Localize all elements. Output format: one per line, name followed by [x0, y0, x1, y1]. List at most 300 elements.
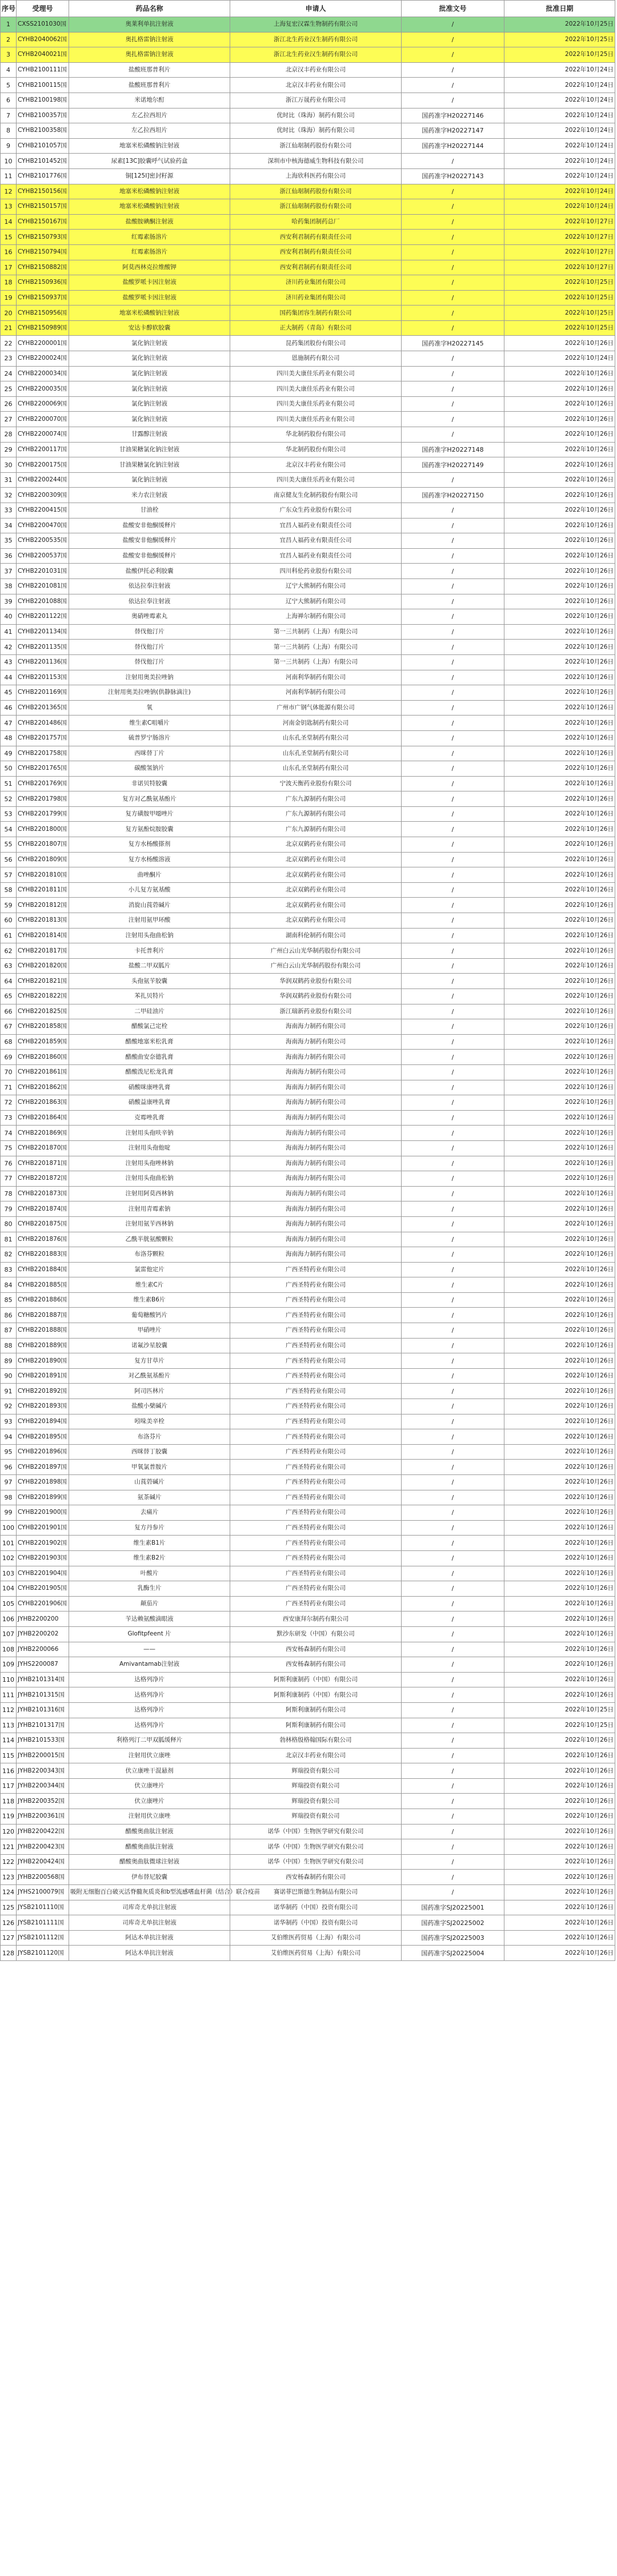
cell-drug: 甲氧氯普胺片 — [69, 1460, 230, 1475]
cell-drug: 非诺贝特胶囊 — [69, 776, 230, 791]
cell-doc: 国药准字SJ20225001 — [402, 1900, 504, 1915]
cell-code: CYHB2201817国 — [17, 943, 69, 959]
cell-drug: 醋酸氯己定栓 — [69, 1019, 230, 1035]
cell-code: CYHB2201890国 — [17, 1353, 69, 1369]
cell-no: 110 — [1, 1672, 17, 1687]
cell-date: 2022年10月26日 — [504, 1201, 615, 1217]
cell-applicant: 辉瑞投资有限公司 — [230, 1763, 402, 1779]
cell-no: 83 — [1, 1262, 17, 1277]
cell-applicant: 浙江仙琚制药股份有限公司 — [230, 184, 402, 199]
table-row — [1, 78, 615, 93]
cell-code: JYSB2101120国 — [17, 1946, 69, 1961]
cell-no: 47 — [1, 716, 17, 731]
cell-code: CYHB2201901国 — [17, 1520, 69, 1536]
cell-applicant: 诺华（中国）生物医学研究有限公司 — [230, 1854, 402, 1870]
cell-doc: / — [402, 1353, 504, 1369]
cell-drug: 消旋山莨菪碱片 — [69, 898, 230, 913]
cell-doc: / — [402, 1702, 504, 1718]
cell-drug: 注射用伏立康唑 — [69, 1809, 230, 1825]
cell-applicant: 海南海力制药有限公司 — [230, 1080, 402, 1095]
cell-date: 2022年10月26日 — [504, 1308, 615, 1323]
table-row — [1, 168, 615, 184]
cell-applicant: 宜昌人福药业有限责任公司 — [230, 518, 402, 533]
cell-drug: 红霉素肠溶片 — [69, 230, 230, 245]
cell-code: CYHB2201810国 — [17, 867, 69, 883]
table-row — [1, 336, 615, 351]
cell-applicant: 广西圣特药业有限公司 — [230, 1566, 402, 1581]
cell-date: 2022年10月26日 — [504, 1839, 615, 1855]
cell-date: 2022年10月26日 — [504, 1946, 615, 1961]
table-row — [1, 366, 615, 381]
cell-drug: 醋酸地塞米松乳膏 — [69, 1034, 230, 1050]
cell-drug: 氯雷他定片 — [69, 1262, 230, 1277]
cell-drug: 奥扎格雷钠注射液 — [69, 47, 230, 63]
cell-drug: 甘露醇注射液 — [69, 427, 230, 443]
cell-drug: 盐酸伊托必利胶囊 — [69, 564, 230, 579]
cell-date: 2022年10月26日 — [504, 548, 615, 564]
cell-drug: 小儿复方氨基酸 — [69, 882, 230, 898]
cell-date: 2022年10月26日 — [504, 1611, 615, 1627]
table-row — [1, 1019, 615, 1035]
cell-date: 2022年10月26日 — [504, 381, 615, 397]
cell-code: CYHB2201365国 — [17, 700, 69, 716]
cell-date: 2022年10月26日 — [504, 1019, 615, 1035]
cell-applicant: 广西圣特药业有限公司 — [230, 1368, 402, 1384]
cell-applicant: 西安利君制药有限责任公司 — [230, 260, 402, 275]
cell-date: 2022年10月26日 — [504, 1171, 615, 1187]
cell-code: CYHB2201122国 — [17, 609, 69, 625]
cell-doc: / — [402, 1368, 504, 1384]
cell-no: 54 — [1, 822, 17, 837]
cell-no: 97 — [1, 1475, 17, 1490]
table-row — [1, 1414, 615, 1429]
cell-code: CYHB2201860国 — [17, 1050, 69, 1065]
cell-code: CYHB2201887国 — [17, 1308, 69, 1323]
cell-drug: 注射用奥美拉唑钠(供静脉滴注) — [69, 685, 230, 701]
cell-drug: 氯化钠注射液 — [69, 412, 230, 427]
table-row — [1, 1870, 615, 1885]
table-row — [1, 1095, 615, 1111]
cell-doc: / — [402, 533, 504, 549]
cell-drug: 西咪替丁胶囊 — [69, 1444, 230, 1460]
cell-code: CYHB2150794国 — [17, 244, 69, 260]
cell-applicant: 辉瑞投资有限公司 — [230, 1809, 402, 1825]
table-row — [1, 1156, 615, 1171]
cell-drug: 复方水杨酸溶液 — [69, 852, 230, 867]
cell-code: CXSS2101030国 — [17, 17, 69, 33]
cell-date: 2022年10月26日 — [504, 1672, 615, 1687]
cell-drug: 醋酸奥曲肽微球注射液 — [69, 1854, 230, 1870]
cell-date: 2022年10月26日 — [504, 1475, 615, 1490]
cell-drug: 氯化钠注射液 — [69, 336, 230, 351]
cell-applicant: 海南海力制药有限公司 — [230, 1050, 402, 1065]
cell-code: CYHB2150937国 — [17, 290, 69, 306]
cell-date: 2022年10月26日 — [504, 852, 615, 867]
cell-doc: / — [402, 670, 504, 685]
table-row — [1, 1550, 615, 1566]
cell-applicant: 广西圣特药业有限公司 — [230, 1475, 402, 1490]
table-row — [1, 472, 615, 488]
cell-applicant: 诺华制药（中国）投资有限公司 — [230, 1915, 402, 1931]
cell-doc: / — [402, 761, 504, 777]
cell-doc: / — [402, 822, 504, 837]
cell-doc: / — [402, 1475, 504, 1490]
cell-code: JYHB2101316国 — [17, 1702, 69, 1718]
cell-applicant: 广西圣特药业有限公司 — [230, 1429, 402, 1445]
cell-code: CYHB2200537国 — [17, 548, 69, 564]
cell-code: CYHB2201905国 — [17, 1581, 69, 1597]
cell-doc: / — [402, 230, 504, 245]
cell-applicant: 北京双鹤药业有限公司 — [230, 913, 402, 929]
cell-no: 29 — [1, 442, 17, 457]
cell-doc: / — [402, 1384, 504, 1399]
cell-no: 63 — [1, 958, 17, 974]
cell-date: 2022年10月26日 — [504, 989, 615, 1004]
cell-applicant: 山东孔圣堂制药有限公司 — [230, 746, 402, 761]
cell-no: 95 — [1, 1444, 17, 1460]
cell-doc: / — [402, 320, 504, 336]
cell-date: 2022年10月24日 — [504, 108, 615, 123]
cell-drug: 左乙拉西坦片 — [69, 123, 230, 139]
cell-date: 2022年10月25日 — [504, 32, 615, 47]
cell-applicant: 广西圣特药业有限公司 — [230, 1444, 402, 1460]
cell-no: 116 — [1, 1763, 17, 1779]
cell-code: JYHB2200015国 — [17, 1748, 69, 1763]
cell-code: CYHB2201135国 — [17, 640, 69, 655]
cell-code: JYSB2101112国 — [17, 1930, 69, 1946]
cell-date: 2022年10月26日 — [504, 640, 615, 655]
cell-doc: / — [402, 381, 504, 397]
cell-doc: / — [402, 716, 504, 731]
cell-doc: / — [402, 1763, 504, 1779]
cell-doc: / — [402, 1064, 504, 1080]
cell-date: 2022年10月25日 — [504, 320, 615, 336]
header-row — [1, 1, 615, 17]
cell-drug: 硫普罗宁肠溶片 — [69, 730, 230, 746]
cell-date: 2022年10月26日 — [504, 913, 615, 929]
cell-drug: 西咪替丁片 — [69, 746, 230, 761]
cell-no: 78 — [1, 1186, 17, 1201]
cell-date: 2022年10月26日 — [504, 336, 615, 351]
cell-drug: 注射用氨甲环酸 — [69, 913, 230, 929]
table-row — [1, 1702, 615, 1718]
cell-date: 2022年10月24日 — [504, 351, 615, 367]
cell-date: 2022年10月26日 — [504, 1064, 615, 1080]
cell-no: 107 — [1, 1626, 17, 1642]
cell-doc: / — [402, 1581, 504, 1597]
header-date: 批准日期 — [504, 1, 615, 17]
cell-date: 2022年10月26日 — [504, 898, 615, 913]
cell-applicant: 河南利华制药有限公司 — [230, 670, 402, 685]
cell-doc: / — [402, 1596, 504, 1611]
cell-doc: / — [402, 594, 504, 609]
cell-no: 113 — [1, 1718, 17, 1733]
cell-doc: 国药准字H20227150 — [402, 488, 504, 503]
cell-no: 9 — [1, 138, 17, 154]
cell-doc: 国药准字H20227145 — [402, 336, 504, 351]
cell-drug: 葡萄糖酸钙片 — [69, 1308, 230, 1323]
cell-doc: / — [402, 1733, 504, 1749]
cell-drug: 伏立康唑片 — [69, 1778, 230, 1794]
cell-code: CYHB2201486国 — [17, 716, 69, 731]
cell-drug: 阿莫西林克拉维酸钾 — [69, 260, 230, 275]
cell-code: CYHB2100198国 — [17, 93, 69, 108]
cell-drug: 注射用头孢曲松钠 — [69, 1171, 230, 1187]
table-row — [1, 154, 615, 169]
cell-date: 2022年10月26日 — [504, 1353, 615, 1369]
table-row — [1, 716, 615, 731]
cell-applicant: 宁波天衡药业股份有限公司 — [230, 776, 402, 791]
cell-applicant: 广西圣特药业有限公司 — [230, 1520, 402, 1536]
cell-code: JYHB2200343国 — [17, 1763, 69, 1779]
cell-applicant: 上海复宏汉霖生物制药有限公司 — [230, 17, 402, 33]
cell-no: 65 — [1, 989, 17, 1004]
cell-applicant: 第一三共制药（上海）有限公司 — [230, 640, 402, 655]
cell-no: 30 — [1, 457, 17, 473]
cell-no: 45 — [1, 685, 17, 701]
cell-doc: / — [402, 1110, 504, 1126]
cell-applicant: 海南海力制药有限公司 — [230, 1247, 402, 1263]
cell-doc: / — [402, 1566, 504, 1581]
cell-doc: / — [402, 1854, 504, 1870]
cell-applicant: 西安杨森制药有限公司 — [230, 1870, 402, 1885]
cell-code: CYHB2201800国 — [17, 822, 69, 837]
cell-applicant: 广西圣特药业有限公司 — [230, 1384, 402, 1399]
cell-date: 2022年10月26日 — [504, 1034, 615, 1050]
cell-date: 2022年10月26日 — [504, 1429, 615, 1445]
cell-date: 2022年10月26日 — [504, 1536, 615, 1551]
table-row — [1, 1050, 615, 1065]
cell-drug: 达格列净片 — [69, 1702, 230, 1718]
cell-drug: 去痛片 — [69, 1505, 230, 1521]
cell-no: 96 — [1, 1460, 17, 1475]
cell-no: 120 — [1, 1824, 17, 1839]
cell-doc: / — [402, 867, 504, 883]
cell-code: CYHB2040062国 — [17, 32, 69, 47]
cell-applicant: 四川美大康佳乐药业有限公司 — [230, 396, 402, 412]
cell-applicant: 北京双鹤药业有限公司 — [230, 898, 402, 913]
table-row — [1, 1794, 615, 1809]
cell-code: CYHB2201869国 — [17, 1126, 69, 1141]
cell-applicant: 广西圣特药业有限公司 — [230, 1277, 402, 1293]
cell-code: CYHB2150157国 — [17, 199, 69, 215]
cell-drug: 尿素[13C]胶囊呼气试验药盒 — [69, 154, 230, 169]
cell-date: 2022年10月26日 — [504, 761, 615, 777]
cell-code: CYHB2201902国 — [17, 1536, 69, 1551]
cell-applicant: 海南海力制药有限公司 — [230, 1186, 402, 1201]
cell-no: 76 — [1, 1156, 17, 1171]
cell-code: JYHB2200361国 — [17, 1809, 69, 1825]
cell-code: CYHB2201859国 — [17, 1034, 69, 1050]
cell-applicant: 西安杨森制药有限公司 — [230, 1642, 402, 1657]
cell-date: 2022年10月26日 — [504, 1095, 615, 1111]
cell-no: 26 — [1, 396, 17, 412]
cell-date: 2022年10月26日 — [504, 806, 615, 822]
cell-date: 2022年10月26日 — [504, 928, 615, 943]
table-row — [1, 1687, 615, 1703]
cell-date: 2022年10月26日 — [504, 1080, 615, 1095]
cell-applicant: 辉瑞投资有限公司 — [230, 1778, 402, 1794]
cell-code: CYHB2201134国 — [17, 624, 69, 640]
cell-no: 93 — [1, 1414, 17, 1429]
table-row — [1, 1262, 615, 1277]
cell-no: 105 — [1, 1596, 17, 1611]
table-row — [1, 275, 615, 291]
cell-doc: / — [402, 685, 504, 701]
cell-applicant: 广州白云山光华制药股份有限公司 — [230, 943, 402, 959]
cell-applicant: 优时比（珠海）制药有限公司 — [230, 108, 402, 123]
table-row — [1, 1505, 615, 1521]
cell-doc: / — [402, 1626, 504, 1642]
cell-doc: / — [402, 1824, 504, 1839]
cell-doc: / — [402, 1429, 504, 1445]
cell-no: 121 — [1, 1839, 17, 1855]
cell-doc: / — [402, 1839, 504, 1855]
cell-date: 2022年10月26日 — [504, 1323, 615, 1339]
cell-no: 115 — [1, 1748, 17, 1763]
cell-date: 2022年10月26日 — [504, 533, 615, 549]
cell-code: JYHB2200568国 — [17, 1870, 69, 1885]
cell-code: CYHB2201889国 — [17, 1338, 69, 1353]
cell-applicant: 优时比（珠海）制药有限公司 — [230, 123, 402, 139]
table-row — [1, 700, 615, 716]
table-row — [1, 761, 615, 777]
cell-date: 2022年10月26日 — [504, 716, 615, 731]
cell-no: 13 — [1, 199, 17, 215]
table-row — [1, 290, 615, 306]
cell-drug: 注射用氨苄西林钠 — [69, 1216, 230, 1232]
cell-date: 2022年10月26日 — [504, 958, 615, 974]
cell-code: CYHB2201858国 — [17, 1019, 69, 1035]
cell-drug: 醋酸泼尼松龙乳膏 — [69, 1064, 230, 1080]
cell-drug: 司库奇尤单抗注射液 — [69, 1915, 230, 1931]
cell-no: 20 — [1, 306, 17, 321]
cell-date: 2022年10月26日 — [504, 1520, 615, 1536]
cell-doc: / — [402, 154, 504, 169]
cell-drug: 注射用伏立康唑 — [69, 1748, 230, 1763]
cell-applicant: 辉瑞投资有限公司 — [230, 1794, 402, 1809]
cell-applicant: 华润双鹤药业股份有限公司 — [230, 974, 402, 989]
cell-applicant: 北京双鹤药业有限公司 — [230, 852, 402, 867]
table-row — [1, 1460, 615, 1475]
cell-no: 69 — [1, 1050, 17, 1065]
cell-doc: / — [402, 1095, 504, 1111]
cell-date: 2022年10月26日 — [504, 1277, 615, 1293]
cell-code: JYSB2101111国 — [17, 1915, 69, 1931]
cell-doc: / — [402, 1277, 504, 1293]
table-row — [1, 1490, 615, 1505]
cell-drug: 安达卡醇软胶囊 — [69, 320, 230, 336]
cell-applicant: 宜昌人福药业有限责任公司 — [230, 533, 402, 549]
cell-code: CYHB2150956国 — [17, 306, 69, 321]
cell-doc: / — [402, 472, 504, 488]
table-row — [1, 1186, 615, 1201]
cell-doc: / — [402, 1536, 504, 1551]
cell-doc: / — [402, 32, 504, 47]
table-row — [1, 1672, 615, 1687]
cell-date: 2022年10月24日 — [504, 138, 615, 154]
cell-code: CYHB2201896国 — [17, 1444, 69, 1460]
cell-no: 114 — [1, 1733, 17, 1749]
cell-no: 119 — [1, 1809, 17, 1825]
cell-date: 2022年10月24日 — [504, 184, 615, 199]
table-row — [1, 1520, 615, 1536]
cell-code: CYHB2201136国 — [17, 654, 69, 670]
cell-drug: 依达拉奉注射液 — [69, 578, 230, 594]
cell-no: 84 — [1, 1277, 17, 1293]
table-row — [1, 1596, 615, 1611]
cell-code: CYHB2201757国 — [17, 730, 69, 746]
cell-code: CYHB2201812国 — [17, 898, 69, 913]
cell-code: CYHB2201903国 — [17, 1550, 69, 1566]
cell-drug: 替伐他汀片 — [69, 640, 230, 655]
cell-applicant: 浙江北生药业汉生制药有限公司 — [230, 47, 402, 63]
cell-code: JYHS2100079国 — [17, 1885, 69, 1900]
cell-code: CYHB2100358国 — [17, 123, 69, 139]
cell-no: 11 — [1, 168, 17, 184]
cell-doc: / — [402, 943, 504, 959]
cell-no: 59 — [1, 898, 17, 913]
cell-code: CYHB2201886国 — [17, 1292, 69, 1308]
cell-code: CYHB2150156国 — [17, 184, 69, 199]
cell-date: 2022年10月27日 — [504, 244, 615, 260]
table-row — [1, 214, 615, 230]
cell-drug: 硝酸益康唑乳膏 — [69, 1095, 230, 1111]
cell-code: CYHB2201765国 — [17, 761, 69, 777]
table-row — [1, 1854, 615, 1870]
cell-drug: 阿达木单抗注射液 — [69, 1946, 230, 1961]
table-row — [1, 640, 615, 655]
cell-doc: / — [402, 1338, 504, 1353]
cell-doc: / — [402, 730, 504, 746]
cell-applicant: 赛诺菲巴斯德生物制品有限公司 — [230, 1885, 402, 1900]
table-row — [1, 1140, 615, 1156]
table-row — [1, 1475, 615, 1490]
cell-drug: 左乙拉西坦片 — [69, 108, 230, 123]
cell-doc: / — [402, 1201, 504, 1217]
cell-no: 60 — [1, 913, 17, 929]
cell-applicant: 南京健友生化制药股份有限公司 — [230, 488, 402, 503]
cell-doc: / — [402, 290, 504, 306]
cell-doc: / — [402, 1262, 504, 1277]
cell-drug: 吲哚美辛栓 — [69, 1414, 230, 1429]
cell-code: CYHB2201169国 — [17, 685, 69, 701]
cell-date: 2022年10月26日 — [504, 1338, 615, 1353]
table-row — [1, 381, 615, 397]
table-row — [1, 230, 615, 245]
cell-doc: / — [402, 700, 504, 716]
cell-code: CYHB2201863国 — [17, 1095, 69, 1111]
cell-code: CYHB2201820国 — [17, 958, 69, 974]
table-row — [1, 928, 615, 943]
cell-date: 2022年10月26日 — [504, 1930, 615, 1946]
cell-code: CYHB2101057国 — [17, 138, 69, 154]
cell-no: 10 — [1, 154, 17, 169]
cell-drug: 注射用阿莫西林钠 — [69, 1186, 230, 1201]
cell-doc: / — [402, 609, 504, 625]
cell-date: 2022年10月27日 — [504, 230, 615, 245]
cell-no: 7 — [1, 108, 17, 123]
cell-no: 98 — [1, 1490, 17, 1505]
cell-no: 25 — [1, 381, 17, 397]
cell-doc: / — [402, 958, 504, 974]
cell-applicant: 广西圣特药业有限公司 — [230, 1353, 402, 1369]
cell-drug: 注射用青霉素钠 — [69, 1201, 230, 1217]
cell-no: 58 — [1, 882, 17, 898]
cell-drug: —— — [69, 1642, 230, 1657]
cell-no: 79 — [1, 1201, 17, 1217]
cell-applicant: 浙江万晟药业有限公司 — [230, 93, 402, 108]
